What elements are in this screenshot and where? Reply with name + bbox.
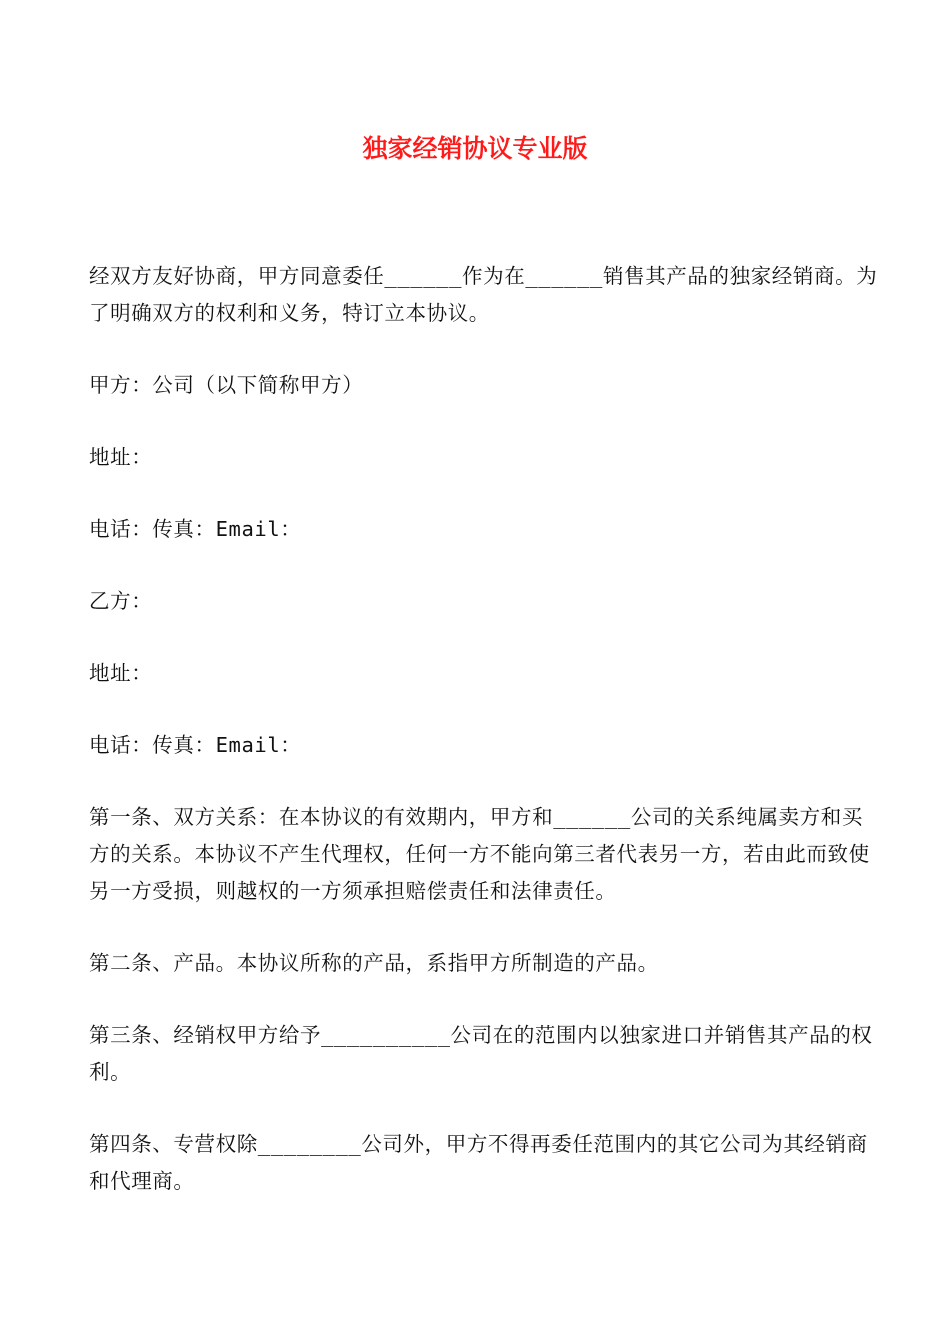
- party-b-name: 乙方：: [89, 589, 153, 613]
- document-body: [89, 258, 879, 1200]
- article-1: 第一条、双方关系：在本协议的有效期内，甲方和______公司的关系纯属卖方和买方的关系。本协议不产生代理权，任何一方不能向第三者代表另一方，若由此而致使另一方受损，则越权的一方须承担赔偿责任和法律责任。: [89, 805, 870, 903]
- party-a-address: 地址：: [89, 445, 153, 469]
- party-b-address: 地址：: [89, 661, 153, 685]
- document-title: 独家经销协议专业版: [362, 134, 588, 163]
- article-4: 第四条、专营权除________公司外，甲方不得再委任范围内的其它公司为其经销商和代理商。: [89, 1132, 868, 1193]
- intro-paragraph: 经双方友好协商，甲方同意委任______作为在______销售其产品的独家经销商。为了明确双方的权利和义务，特订立本协议。: [89, 264, 878, 325]
- party-a-contact: 电话：传真：Email：: [89, 517, 302, 541]
- article-2: 第二条、产品。本协议所称的产品，系指甲方所制造的产品。: [89, 951, 659, 975]
- party-a-name: 甲方：公司（以下简称甲方）: [89, 373, 364, 397]
- article-3: 第三条、经销权甲方给予__________公司在的范围内以独家进口并销售其产品的权利。: [89, 1023, 873, 1084]
- party-b-contact: 电话：传真：Email：: [89, 733, 302, 757]
